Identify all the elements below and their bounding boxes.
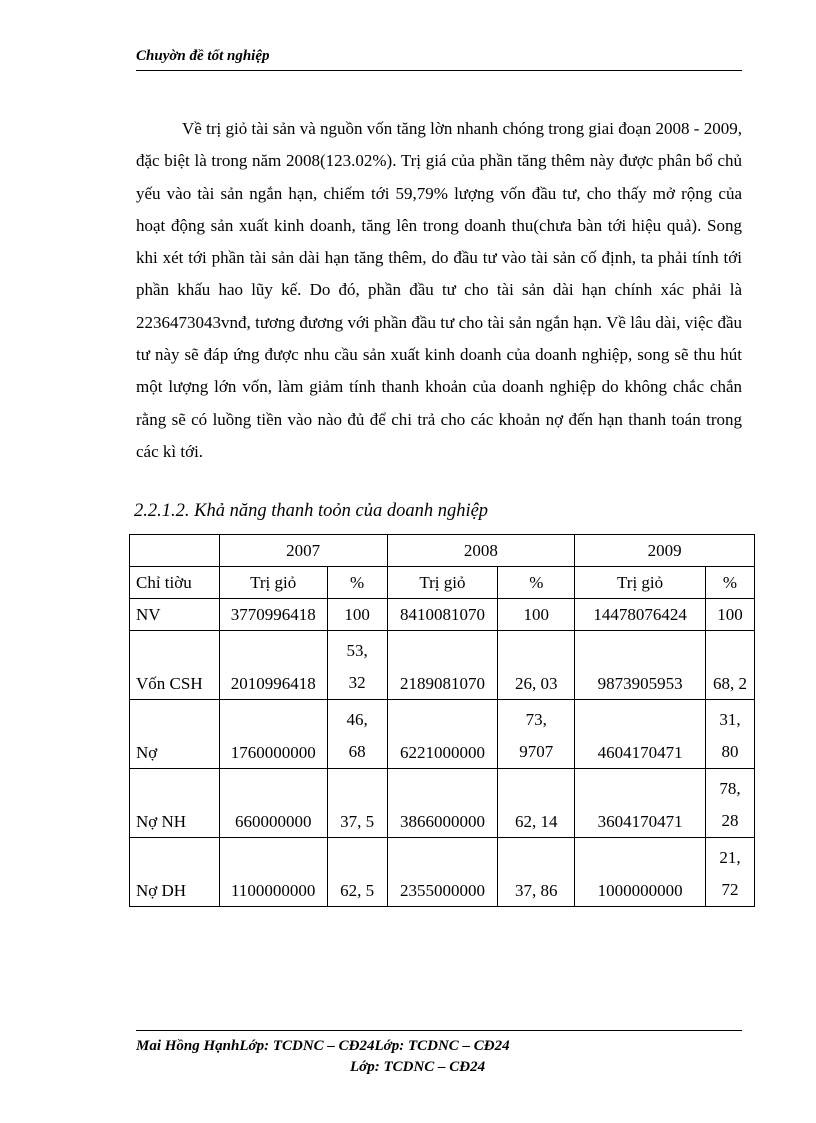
body-paragraph: Về trị giỏ tài sản và nguồn vốn tăng lờn nhanh chóng trong giai đoạn 2008 - 2009, đặc biệt là trong năm 2008(123.02%). Trị giá của phần tăng thêm này được phân bổ chủ yếu vào tài sản ngắn hạn, chiếm tới 59,79% lượng vốn đầu tư, cho thấy mở rộng của hoạt động sản xuất kinh doanh, tăng lên trong doanh thu(chưa bàn tới hiệu quả). Song khi xét tới phần tài sản dài hạn tăng thêm, do đầu tư vào tài sản cố định, ta phải tính tới phần khấu hao lũy kế. Do đó, phần đầu tư cho tài sản dài hạn chính xác phải là 2236473043vnđ, tương đương với phần đầu tư cho tài sản ngắn hạn. Về lâu dài, việc đầu tư này sẽ đáp ứng được nhu cầu sản xuất kinh doanh của doanh nghiệp, song sẽ thu hút một lượng lớn vốn, làm giảm tính thanh khoản của doanh nghiệp do không chắc chắn rằng sẽ có luồng tiền vào nào đủ để chi trả cho các khoản nợ đến hạn thanh toán trong các kì tới.: [136, 119, 742, 461]
row-label: Vốn CSH: [130, 631, 220, 700]
cell-line: 31,: [719, 710, 741, 729]
cell-line: 78,: [719, 779, 741, 798]
page-footer: [136, 1036, 742, 1078]
footer-divider: [136, 1030, 742, 1031]
row-label: Nợ DH: [130, 838, 220, 907]
table-cell: 62, 14: [498, 769, 575, 838]
cell-line: 80: [721, 742, 739, 761]
table-cell: 2355000000: [387, 838, 498, 907]
table-row: [130, 769, 755, 838]
table-cell: [706, 700, 755, 769]
year-2007: 2007: [219, 535, 387, 567]
cell-line: 72: [721, 880, 739, 899]
col-pct-2007: %: [327, 567, 387, 599]
table-cell: 68, 2: [706, 631, 755, 700]
table-cell: 37, 5: [327, 769, 387, 838]
col-pct-2009: %: [706, 567, 755, 599]
table-cell: 100: [327, 599, 387, 631]
table-cell: 100: [706, 599, 755, 631]
section-heading: 2.2.1.2. Khả năng thanh toỏn của doanh nghiệp: [134, 501, 489, 521]
page-header-title: Chuyờn đề tốt nghiệp: [136, 48, 270, 64]
footer-line-2: Lớp: TCDNC – CĐ24: [350, 1059, 486, 1075]
cell-line: 21,: [719, 848, 741, 867]
table-row: [130, 838, 755, 907]
cell-line: 53,: [346, 641, 368, 660]
col-pct-2008: %: [498, 567, 575, 599]
table-cell: 2189081070: [387, 631, 498, 700]
table-header-row-sub: [130, 567, 755, 599]
table-cell: 100: [498, 599, 575, 631]
table-cell: 4604170471: [575, 700, 706, 769]
table-cell: [706, 769, 755, 838]
cell-line: 9707: [519, 742, 554, 761]
cell-line: 46,: [346, 710, 368, 729]
table-cell: 9873905953: [575, 631, 706, 700]
table-cell: 37, 86: [498, 838, 575, 907]
col-value-2007: Trị giỏ: [219, 567, 327, 599]
year-2009: 2009: [575, 535, 755, 567]
table-cell: [327, 631, 387, 700]
table-cell: [498, 700, 575, 769]
cell-line: 32: [348, 673, 366, 692]
header-empty-cell: [130, 535, 220, 567]
table-cell: 6221000000: [387, 700, 498, 769]
footer-line-1: Mai Hồng HạnhLớp: TCDNC – CĐ24Lớp: TCDNC – CĐ24: [136, 1038, 510, 1054]
table-cell: 8410081070: [387, 599, 498, 631]
row-label: Nợ NH: [130, 769, 220, 838]
cell-line: 73,: [525, 710, 547, 729]
table-cell: [706, 838, 755, 907]
table-cell: [327, 700, 387, 769]
row-header-label: Chỉ tiờu: [130, 567, 220, 599]
table-cell: 2010996418: [219, 631, 327, 700]
table-cell: 1000000000: [575, 838, 706, 907]
row-label: NV: [130, 599, 220, 631]
cell-line: 68: [348, 742, 366, 761]
year-2008: 2008: [387, 535, 575, 567]
table-cell: 660000000: [219, 769, 327, 838]
row-label: Nợ: [130, 700, 220, 769]
table-cell: 1760000000: [219, 700, 327, 769]
col-value-2008: Trị giỏ: [387, 567, 498, 599]
financial-table: [129, 534, 755, 907]
cell-line: 28: [721, 811, 739, 830]
table-cell: 3604170471: [575, 769, 706, 838]
table-header-row-years: [130, 535, 755, 567]
header-divider: [136, 70, 742, 71]
table-row: [130, 631, 755, 700]
table-cell: 3770996418: [219, 599, 327, 631]
table-cell: 26, 03: [498, 631, 575, 700]
table-cell: 14478076424: [575, 599, 706, 631]
table-row: [130, 700, 755, 769]
table-cell: 62, 5: [327, 838, 387, 907]
col-value-2009: Trị giỏ: [575, 567, 706, 599]
table-cell: 3866000000: [387, 769, 498, 838]
table-cell: 1100000000: [219, 838, 327, 907]
table-row: [130, 599, 755, 631]
